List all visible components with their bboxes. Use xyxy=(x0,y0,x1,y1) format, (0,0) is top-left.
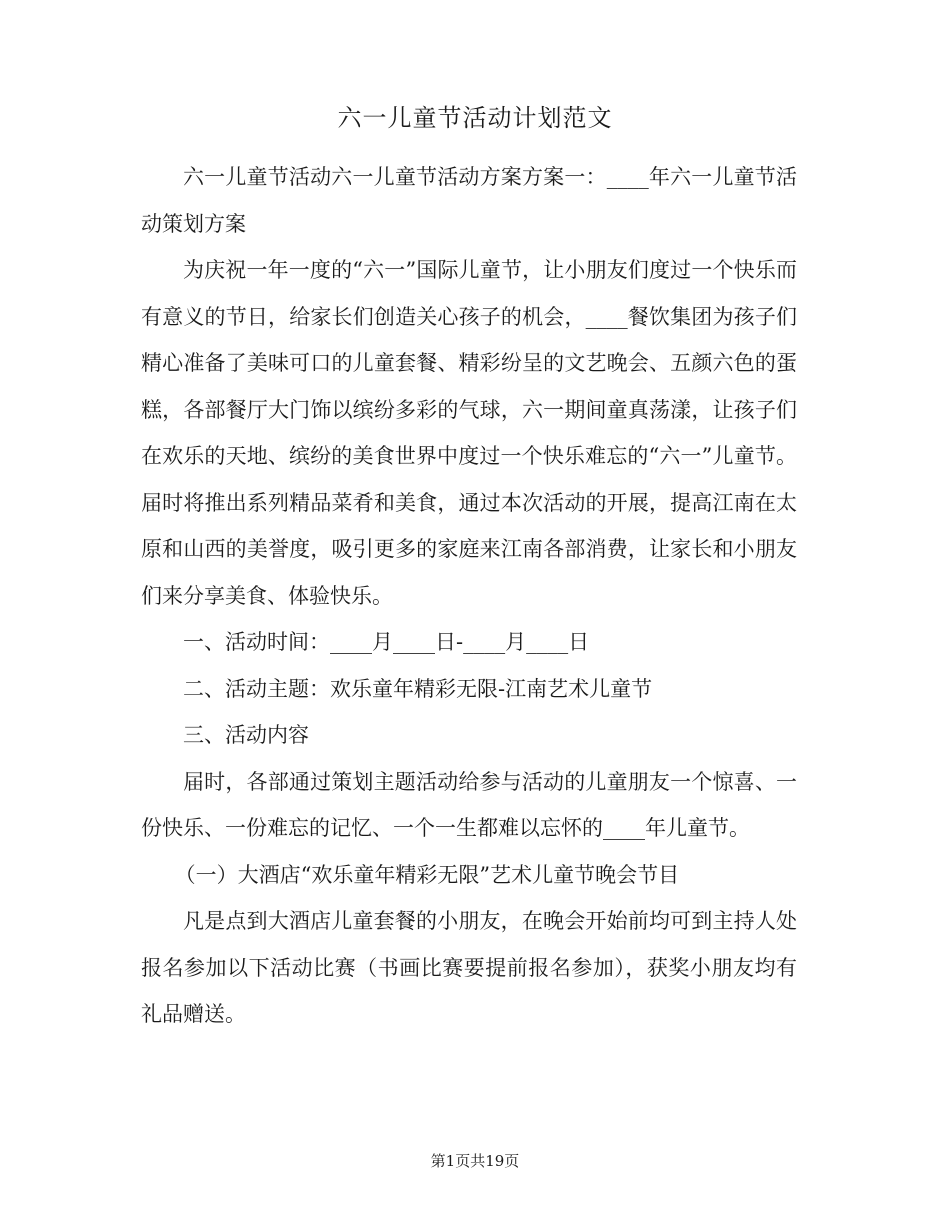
document-title: 六一儿童节活动计划范文 xyxy=(337,104,613,132)
paragraph-intro: 六一儿童节活动六一儿童节活动方案方案一：____年六一儿童节活动策划方案 xyxy=(141,165,797,236)
paragraph-activity-theme: 二、活动主题：欢乐童年精彩无限-江南艺术儿童节 xyxy=(183,676,653,701)
paragraph-activity-content: 届时，各部通过策划主题活动给参与活动的儿童朋友一个惊喜、一份快乐、一份难忘的记忆、一个一生都难以忘怀的____年儿童节。 xyxy=(141,769,797,840)
paragraph-section-one-heading: （一）大酒店“欢乐童年精彩无限”艺术儿童节晚会节目 xyxy=(174,862,680,887)
paragraph-background: 为庆祝一年一度的“六一”国际儿童节，让小朋友们度过一个快乐而有意义的节日，给家长们创造关心孩子的机会，____餐饮集团为孩子们精心准备了美味可口的儿童套餐、精彩纷呈的文艺晚会、五颜六色的蛋糕，各部餐厅大门饰以缤纷多彩的气球，六一期间童真荡漾，让孩子们在欢乐的天地、缤纷的美食世界中度过一个快乐难忘的“六一”儿童节。届时将推出系列精品菜肴和美食，通过本次活动的开展，提高江南在太原和山西的美誉度，吸引更多的家庭来江南各部消费，让家长和小朋友们来分享美食、体验快乐。 xyxy=(141,258,797,608)
paragraph-section-one-body: 凡是点到大酒店儿童套餐的小朋友，在晚会开始前均可到主持人处报名参加以下活动比赛（书画比赛要提前报名参加），获奖小朋友均有礼品赠送。 xyxy=(141,909,797,1026)
paragraph-activity-time: 一、活动时间：____月____日-____月____日 xyxy=(183,630,590,654)
page-number-footer: 第1页共19页 xyxy=(430,1152,520,1170)
document-body xyxy=(141,154,797,1038)
paragraph-activity-content-heading: 三、活动内容 xyxy=(183,723,309,747)
